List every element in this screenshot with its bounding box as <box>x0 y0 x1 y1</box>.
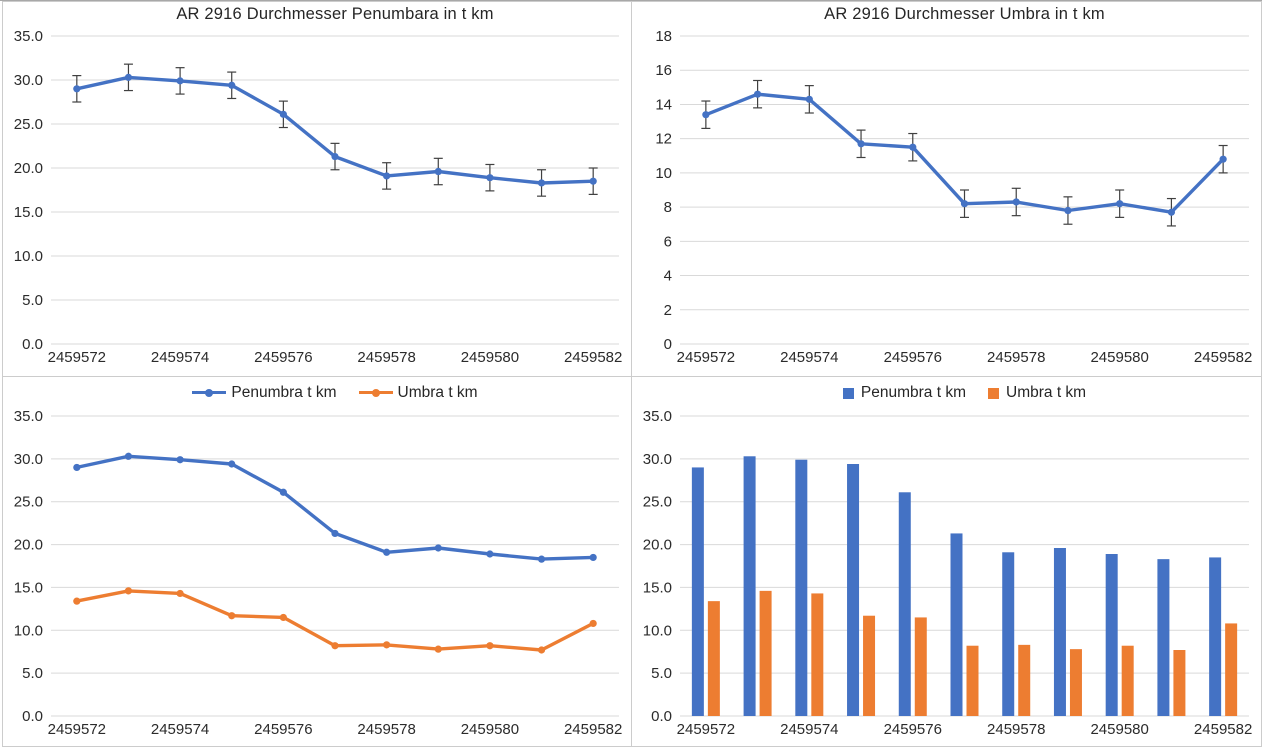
data-point-marker-penumbra <box>538 179 545 186</box>
x-tick-label: 2459580 <box>1090 721 1149 738</box>
chart-title-penumbra: AR 2916 Durchmesser Penumbara in t km <box>176 5 494 23</box>
legend-combined-line <box>51 384 619 402</box>
y-tick-label: 30.0 <box>642 450 672 468</box>
umbra-line-marker-icon <box>359 386 393 400</box>
data-point-marker-penumbra <box>280 111 287 118</box>
y-tick-label: 30.0 <box>13 450 43 468</box>
legend-item-penumbra-bar <box>843 384 966 402</box>
data-point-marker-penumbra <box>176 77 183 84</box>
bar-umbra <box>863 616 875 716</box>
series-line-penumbra <box>77 456 593 559</box>
data-point-marker-penumbra <box>435 168 442 175</box>
x-tick-label: 2459582 <box>563 721 623 738</box>
y-tick-label: 20.0 <box>13 160 43 177</box>
bar-penumbra <box>1106 554 1118 716</box>
legend-label-umbra: Umbra t km <box>397 384 478 401</box>
data-point-marker-penumbra <box>331 530 338 537</box>
data-point-marker-penumbra <box>486 550 493 557</box>
x-tick-label: 2459574 <box>780 349 839 366</box>
legend-label-penumbra-bar: Penumbra t km <box>860 384 966 401</box>
x-tick-label: 2459576 <box>883 349 942 366</box>
bar-penumbra <box>1002 552 1014 716</box>
data-point-marker-umbra <box>73 598 80 605</box>
y-tick-label: 10.0 <box>642 622 672 640</box>
combined-line-plot <box>3 377 631 746</box>
bar-penumbra <box>1054 548 1066 716</box>
legend-label-penumbra: Penumbra t km <box>231 384 337 401</box>
data-point-marker-penumbra <box>228 82 235 89</box>
data-point-marker-umbra <box>961 200 968 207</box>
y-tick-label: 35.0 <box>642 408 672 425</box>
data-point-marker-umbra <box>538 646 545 653</box>
data-point-marker-umbra <box>806 96 813 103</box>
y-tick-label: 15.0 <box>13 204 43 221</box>
combined-bar-plot <box>632 377 1261 746</box>
data-point-marker-penumbra <box>73 85 80 92</box>
legend-label-umbra-bar: Umbra t km <box>1006 384 1087 401</box>
data-point-marker-umbra <box>1168 209 1175 216</box>
penumbra-square-marker-icon <box>843 388 854 399</box>
y-tick-label: 5.0 <box>22 292 43 309</box>
x-tick-label: 2459580 <box>1090 349 1149 366</box>
y-tick-label: 30.0 <box>13 72 43 89</box>
data-point-marker-umbra <box>1013 198 1020 205</box>
x-tick-label: 2459580 <box>460 721 520 738</box>
data-point-marker-penumbra <box>125 453 132 460</box>
data-point-marker-penumbra <box>176 456 183 463</box>
legend-combined-bar <box>680 384 1249 402</box>
bar-umbra <box>708 601 720 716</box>
y-tick-label: 18 <box>655 28 672 45</box>
chart-panel-combined-line <box>2 376 632 747</box>
x-tick-label: 2459580 <box>460 349 520 366</box>
data-point-marker-umbra <box>331 642 338 649</box>
y-tick-label: 25.0 <box>13 493 43 511</box>
y-tick-label: 14 <box>655 96 672 114</box>
series-line-umbra <box>77 591 593 650</box>
y-tick-label: 10 <box>655 164 672 182</box>
y-tick-label: 5.0 <box>22 665 43 683</box>
y-tick-label: 20.0 <box>13 536 43 554</box>
y-tick-label: 4 <box>663 267 672 285</box>
data-point-marker-umbra <box>1220 156 1227 163</box>
data-point-marker-umbra <box>383 641 390 648</box>
chart-panel-penumbra-line <box>2 1 632 377</box>
y-tick-label: 25.0 <box>642 493 672 511</box>
y-tick-label: 16 <box>655 62 672 80</box>
data-point-marker-penumbra <box>590 178 597 185</box>
x-tick-label: 2459572 <box>47 349 107 366</box>
y-tick-label: 6 <box>663 233 672 251</box>
data-point-marker-umbra <box>1064 207 1071 214</box>
x-tick-label: 2459578 <box>357 349 416 366</box>
data-point-marker-umbra <box>125 587 132 594</box>
bar-umbra <box>1070 649 1082 716</box>
data-point-marker-umbra <box>228 612 235 619</box>
data-point-marker-umbra <box>909 144 916 151</box>
bar-umbra <box>1173 650 1185 716</box>
x-tick-label: 2459572 <box>676 349 736 366</box>
bar-penumbra <box>951 533 963 716</box>
umbra-square-marker-icon <box>988 388 999 399</box>
y-tick-label: 0.0 <box>22 708 43 725</box>
penumbra-line-marker-icon <box>192 386 226 400</box>
data-point-marker-umbra <box>1116 200 1123 207</box>
data-point-marker-penumbra <box>280 489 287 496</box>
x-tick-label: 2459574 <box>150 349 210 366</box>
data-point-marker-penumbra <box>383 172 390 179</box>
y-tick-label: 10.0 <box>13 622 43 640</box>
data-point-marker-penumbra <box>331 153 338 160</box>
data-point-marker-umbra <box>590 620 597 627</box>
x-tick-label: 2459576 <box>254 349 313 366</box>
data-point-marker-penumbra <box>383 549 390 556</box>
y-tick-label: 8 <box>663 199 672 217</box>
chart-title-umbra: AR 2916 Durchmesser Umbra in t km <box>824 5 1105 23</box>
y-tick-label: 35.0 <box>13 28 43 45</box>
bar-umbra <box>760 591 772 716</box>
data-point-marker-umbra <box>435 646 442 653</box>
x-tick-label: 2459582 <box>1193 721 1253 738</box>
legend-item-umbra <box>359 384 478 402</box>
data-point-marker-penumbra <box>435 544 442 551</box>
y-tick-label: 35.0 <box>13 408 43 425</box>
x-tick-label: 2459574 <box>780 721 839 738</box>
y-tick-label: 15.0 <box>13 579 43 597</box>
x-tick-label: 2459582 <box>563 349 623 366</box>
x-tick-label: 2459572 <box>676 721 736 738</box>
data-point-marker-umbra <box>857 140 864 147</box>
x-tick-label: 2459576 <box>254 721 313 738</box>
bar-penumbra <box>795 460 807 716</box>
bar-penumbra <box>1157 559 1169 716</box>
x-tick-label: 2459578 <box>357 721 416 738</box>
data-point-marker-penumbra <box>538 556 545 563</box>
y-tick-label: 0.0 <box>651 708 672 725</box>
bar-penumbra <box>692 467 704 716</box>
bar-penumbra <box>847 464 859 716</box>
data-point-marker-umbra <box>280 614 287 621</box>
bar-umbra <box>967 646 979 716</box>
data-point-marker-penumbra <box>125 74 132 81</box>
y-tick-label: 20.0 <box>642 536 672 554</box>
y-tick-label: 12 <box>655 130 672 148</box>
data-point-marker-umbra <box>486 642 493 649</box>
y-tick-label: 15.0 <box>642 579 672 597</box>
bar-umbra <box>1018 645 1030 716</box>
data-point-marker-umbra <box>176 590 183 597</box>
x-tick-label: 2459574 <box>150 721 210 738</box>
legend-item-penumbra <box>192 384 336 402</box>
bar-penumbra <box>899 492 911 716</box>
data-point-marker-umbra <box>702 111 709 118</box>
x-tick-label: 2459578 <box>987 721 1046 738</box>
data-point-marker-penumbra <box>228 460 235 467</box>
x-tick-label: 2459572 <box>47 721 107 738</box>
chart-panel-umbra-line <box>631 1 1262 377</box>
penumbra-line-plot <box>3 2 631 376</box>
y-tick-label: 25.0 <box>13 116 43 133</box>
data-point-marker-umbra <box>754 91 761 98</box>
x-tick-label: 2459582 <box>1193 349 1253 366</box>
y-tick-label: 0.0 <box>22 336 43 353</box>
x-tick-label: 2459578 <box>987 349 1046 366</box>
data-point-marker-penumbra <box>73 464 80 471</box>
y-tick-label: 5.0 <box>651 665 672 683</box>
bar-penumbra <box>1209 557 1221 716</box>
bar-umbra <box>811 593 823 716</box>
bar-umbra <box>915 617 927 716</box>
umbra-line-plot <box>632 2 1261 376</box>
data-point-marker-penumbra <box>486 174 493 181</box>
chart-panel-combined-bar <box>631 376 1262 747</box>
y-tick-label: 0 <box>663 336 672 353</box>
data-point-marker-penumbra <box>590 554 597 561</box>
bar-umbra <box>1122 646 1134 716</box>
legend-item-umbra-bar <box>988 384 1086 402</box>
y-tick-label: 2 <box>663 301 672 319</box>
bar-penumbra <box>744 456 756 716</box>
x-tick-label: 2459576 <box>883 721 942 738</box>
bar-umbra <box>1225 623 1237 716</box>
y-tick-label: 10.0 <box>13 248 43 265</box>
